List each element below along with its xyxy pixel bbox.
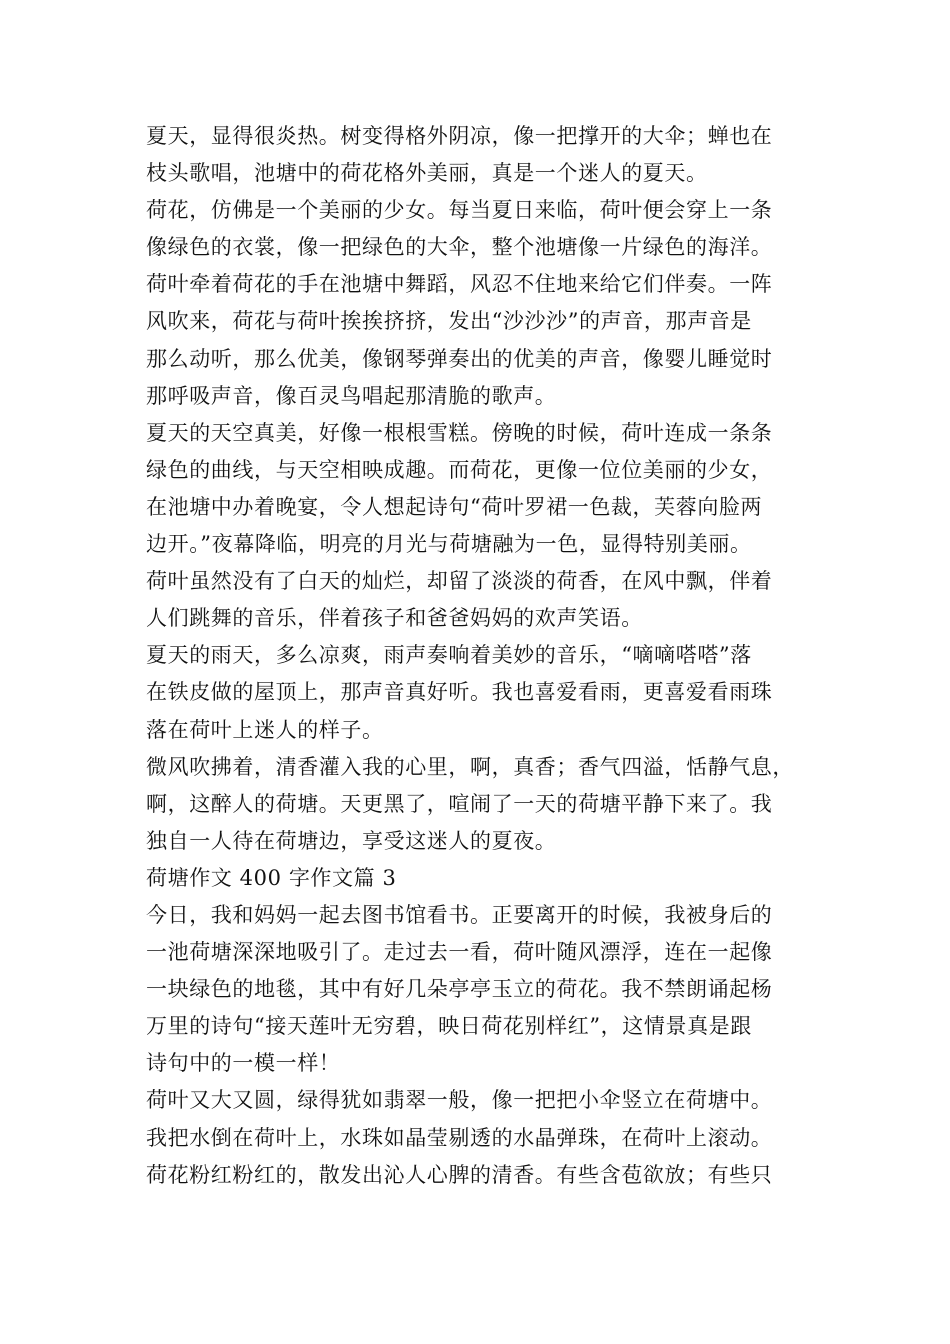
text-line: 像绿色的衣裳，像一把绿色的大伞，整个池塘像一片绿色的海洋。 — [146, 235, 773, 260]
text-line: 那呼吸声音，像百灵鸟唱起那清脆的歌声。 — [146, 383, 557, 408]
text-line: 荷叶牵着荷花的手在池塘中舞蹈，风忍不住地来给它们伴奏。一阵 — [146, 272, 773, 297]
text-line: 今日，我和妈妈一起去图书馆看书。正要离开的时候，我被身后的 — [146, 902, 773, 927]
text-line: 在池塘中办着晚宴，令人想起诗句“荷叶罗裙一色裁，芙蓉向脸两 — [146, 494, 763, 519]
text-line: 绿色的曲线，与天空相映成趣。而荷花，更像一位位美丽的少女， — [146, 457, 773, 482]
text-line: 诗句中的一模一样！ — [146, 1051, 341, 1076]
text-line: 啊，这醉人的荷塘。天更黑了，喧闹了一天的荷塘平静下来了。我 — [146, 791, 773, 816]
text-line: 那么动听，那么优美，像钢琴弹奏出的优美的声音，像婴儿睡觉时 — [146, 346, 773, 371]
text-line: 人们跳舞的音乐，伴着孩子和爸爸妈妈的欢声笑语。 — [146, 606, 643, 631]
text-line: 枝头歌唱，池塘中的荷花格外美丽，真是一个迷人的夏天。 — [146, 161, 708, 186]
text-line: 荷花粉红粉红的，散发出沁人心脾的清香。有些含苞欲放；有些只 — [146, 1162, 773, 1187]
text-line: 在铁皮做的屋顶上，那声音真好听。我也喜爱看雨，更喜爱看雨珠 — [146, 680, 773, 705]
text-line: 荷叶虽然没有了白天的灿烂，却留了淡淡的荷香，在风中飘，伴着 — [146, 569, 773, 594]
section-heading: 荷塘作文 400 字作文篇 3 — [146, 865, 397, 890]
text-line: 落在荷叶上迷人的样子。 — [146, 717, 384, 742]
text-line: 荷花，仿佛是一个美丽的少女。每当夏日来临，荷叶便会穿上一条 — [146, 198, 773, 223]
text-line: 万里的诗句“接天莲叶无穷碧，映日荷花别样红”，这情景真是跟 — [146, 1014, 752, 1039]
text-line: 我把水倒在荷叶上，水珠如晶莹剔透的水晶弹珠，在荷叶上滚动。 — [146, 1125, 773, 1150]
text-line: 荷叶又大又圆，绿得犹如翡翠一般，像一把把小伞竖立在荷塘中。 — [146, 1088, 773, 1113]
text-line: 微风吹拂着，清香灌入我的心里，啊，真香；香气四溢，恬静气息， — [146, 754, 794, 779]
document-text — [146, 118, 816, 1194]
text-line: 一池荷塘深深地吸引了。走过去一看，荷叶随风漂浮，连在一起像 — [146, 940, 773, 965]
text-line: 独自一人待在荷塘边，享受这迷人的夏夜。 — [146, 828, 557, 853]
text-line: 一块绿色的地毯，其中有好几朵亭亭玉立的荷花。我不禁朗诵起杨 — [146, 977, 773, 1002]
text-line: 夏天，显得很炎热。树变得格外阴凉，像一把撑开的大伞；蝉也在 — [146, 124, 773, 148]
text-line: 风吹来，荷花与荷叶挨挨挤挤，发出“沙沙沙”的声音，那声音是 — [146, 309, 752, 334]
text-line: 夏天的雨天，多么凉爽，雨声奏响着美妙的音乐，“嘀嘀嗒嗒”落 — [146, 643, 752, 668]
text-line: 边开。”夜幕降临，明亮的月光与荷塘融为一色，显得特别美丽。 — [146, 532, 752, 557]
text-line: 夏天的天空真美，好像一根根雪糕。傍晚的时候，荷叶连成一条条 — [146, 420, 773, 445]
